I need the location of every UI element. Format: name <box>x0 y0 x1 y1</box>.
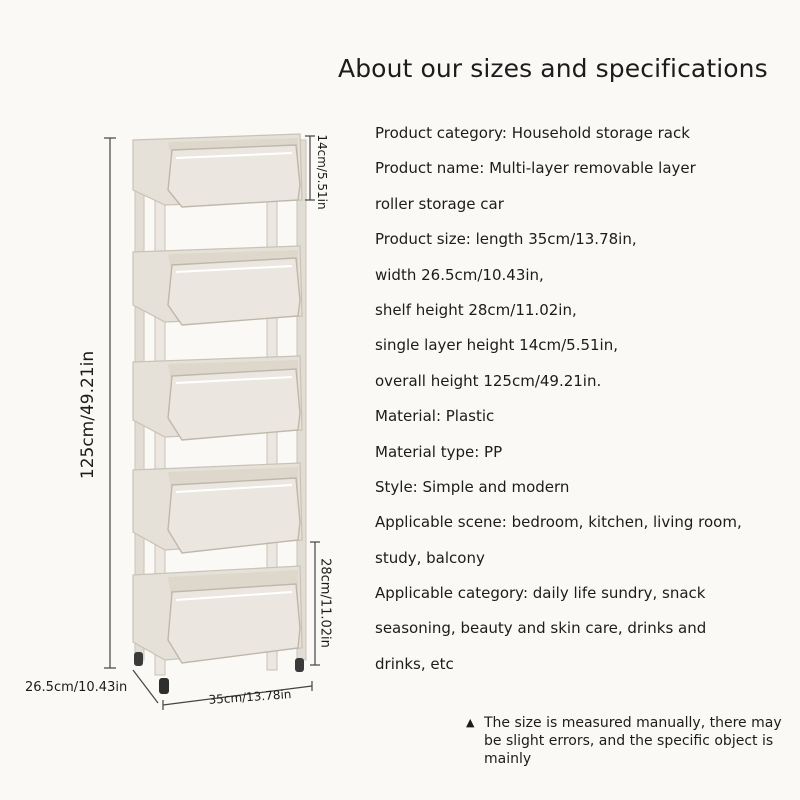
spec-line: Applicable scene: bedroom, kitchen, living room, <box>375 513 742 532</box>
rack-tier <box>133 246 302 325</box>
spec-line: shelf height 28cm/11.02in, <box>375 300 577 319</box>
spec-line: width 26.5cm/10.43in, <box>375 265 544 284</box>
note-text: The size is measured manually, there may be slight errors, and the specific object is mainly <box>484 715 782 767</box>
layer-height-label: 14cm/5.51in <box>315 134 329 210</box>
rack-tier <box>133 356 302 440</box>
caster-wheel <box>159 678 169 694</box>
width-label: 26.5cm/10.43in <box>25 680 128 695</box>
caster-wheel <box>295 658 304 672</box>
rack-tier <box>133 463 302 553</box>
spec-line: Material type: PP <box>375 442 503 461</box>
spec-line: Product category: Household storage rack <box>375 124 690 142</box>
caster-wheel <box>134 652 143 666</box>
spec-line: seasoning, beauty and skin care, drinks and <box>375 619 707 638</box>
length-label: 35cm/13.78in <box>208 687 292 707</box>
rack-tier <box>133 566 302 663</box>
spec-line: overall height 125cm/49.21in. <box>375 371 602 390</box>
spec-line: roller storage car <box>375 194 504 213</box>
rack-tier <box>133 134 302 207</box>
spec-line: drinks, etc <box>375 654 454 673</box>
page-title: About our sizes and specifications <box>338 54 768 83</box>
overall-height-label: 125cm/49.21in <box>78 350 98 480</box>
measurement-note <box>466 714 794 768</box>
spec-line: Product name: Multi-layer removable layer <box>375 159 696 178</box>
spec-line: study, balcony <box>375 548 485 567</box>
shelf-height-label: 28cm/11.02in <box>317 558 333 648</box>
spec-line: single layer height 14cm/5.51in, <box>375 336 618 355</box>
spec-line: Style: Simple and modern <box>375 477 570 496</box>
spec-line: Applicable category: daily life sundry, snack <box>375 584 706 603</box>
spec-line: Product size: length 35cm/13.78in, <box>375 230 637 249</box>
triangle-up-icon: ▲ <box>466 716 475 729</box>
spec-line: Material: Plastic <box>375 407 495 426</box>
